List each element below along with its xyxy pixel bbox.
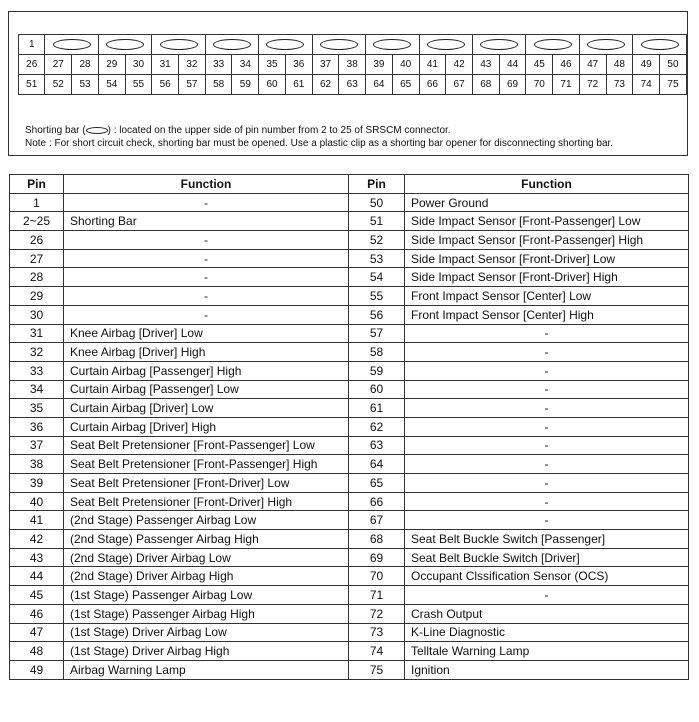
pin-number: 61 bbox=[349, 399, 405, 418]
connector-pin-cell: 62 bbox=[312, 75, 339, 95]
connector-pin-1: 1 bbox=[19, 35, 45, 55]
connector-pin-cell: 48 bbox=[606, 55, 633, 75]
connector-pin-cell: 46 bbox=[553, 55, 580, 75]
shorting-bar-oval-icon bbox=[106, 39, 144, 50]
pin-number: 67 bbox=[349, 511, 405, 530]
pin-function: (2nd Stage) Driver Airbag Low bbox=[64, 548, 349, 567]
pin-number: 55 bbox=[349, 287, 405, 306]
pin-function: Shorting Bar bbox=[64, 212, 349, 231]
pin-number: 72 bbox=[349, 604, 405, 623]
connector-pin-cell: 37 bbox=[312, 55, 339, 75]
shorting-bar-cell bbox=[259, 35, 312, 55]
table-row bbox=[10, 530, 689, 549]
pin-function: Seat Belt Buckle Switch [Passenger] bbox=[405, 530, 689, 549]
connector-pin-cell: 65 bbox=[392, 75, 419, 95]
connector-pin-cell: 44 bbox=[499, 55, 526, 75]
connector-pin-cell: 64 bbox=[366, 75, 393, 95]
pin-number: 31 bbox=[10, 324, 64, 343]
table-row bbox=[10, 623, 689, 642]
table-row bbox=[10, 604, 689, 623]
pin-number: 66 bbox=[349, 492, 405, 511]
pin-function: (2nd Stage) Driver Airbag High bbox=[64, 567, 349, 586]
pin-function: Front Impact Sensor [Center] Low bbox=[405, 287, 689, 306]
connector-pin-cell: 34 bbox=[232, 55, 259, 75]
shorting-bar-oval-icon bbox=[480, 39, 518, 50]
table-row bbox=[10, 455, 689, 474]
pin-number: 32 bbox=[10, 343, 64, 362]
pin-number: 57 bbox=[349, 324, 405, 343]
pin-number: 51 bbox=[349, 212, 405, 231]
pin-function: K-Line Diagnostic bbox=[405, 623, 689, 642]
pin-function: Seat Belt Pretensioner [Front-Passenger] Low bbox=[64, 436, 349, 455]
pin-function: Airbag Warning Lamp bbox=[64, 660, 349, 679]
pin-number: 42 bbox=[10, 530, 64, 549]
table-row bbox=[10, 511, 689, 530]
short-circuit-note: Note : For short circuit check, shorting bar must be opened. Use a plastic clip as a shorting bar opener for disconnecting shorting bar. bbox=[25, 138, 614, 149]
pin-number: 69 bbox=[349, 548, 405, 567]
pin-number: 50 bbox=[349, 193, 405, 212]
shorting-bar-oval-icon bbox=[373, 39, 411, 50]
table-row bbox=[10, 474, 689, 493]
table-row bbox=[10, 548, 689, 567]
pin-function: Telltale Warning Lamp bbox=[405, 642, 689, 661]
pin-function: Knee Airbag [Driver] Low bbox=[64, 324, 349, 343]
pin-function: (1st Stage) Passenger Airbag Low bbox=[64, 586, 349, 605]
pin-function: - bbox=[405, 343, 689, 362]
pin-number: 63 bbox=[349, 436, 405, 455]
shorting-bar-oval-icon bbox=[53, 39, 91, 50]
pin-number: 27 bbox=[10, 249, 64, 268]
pin-number: 64 bbox=[349, 455, 405, 474]
pin-function: Ignition bbox=[405, 660, 689, 679]
header-function-right: Function bbox=[405, 175, 689, 194]
pin-number: 68 bbox=[349, 530, 405, 549]
table-row bbox=[10, 249, 689, 268]
pin-function: - bbox=[405, 455, 689, 474]
pin-number: 1 bbox=[10, 193, 64, 212]
pin-function: Seat Belt Pretensioner [Front-Driver] Low bbox=[64, 474, 349, 493]
shorting-bar-cell bbox=[312, 35, 365, 55]
shorting-bar-cell bbox=[579, 35, 632, 55]
connector-pin-cell: 75 bbox=[659, 75, 686, 95]
header-function-left: Function bbox=[64, 175, 349, 194]
connector-pin-cell: 60 bbox=[259, 75, 286, 95]
connector-pin-cell: 27 bbox=[45, 55, 72, 75]
connector-pin-cell: 39 bbox=[366, 55, 393, 75]
pin-function: (1st Stage) Driver Airbag Low bbox=[64, 623, 349, 642]
connector-pin-cell: 33 bbox=[205, 55, 232, 75]
shorting-bar-cell bbox=[419, 35, 472, 55]
table-row bbox=[10, 436, 689, 455]
connector-row-shorting-bars bbox=[19, 35, 687, 55]
connector-pin-cell: 43 bbox=[472, 55, 499, 75]
connector-pin-cell: 59 bbox=[232, 75, 259, 95]
connector-pin-cell: 38 bbox=[339, 55, 366, 75]
connector-pin-cell: 70 bbox=[526, 75, 553, 95]
connector-pin-cell: 69 bbox=[499, 75, 526, 95]
pin-number: 43 bbox=[10, 548, 64, 567]
shorting-bar-oval-icon bbox=[534, 39, 572, 50]
shorting-bar-note-prefix: Shorting bar ( bbox=[25, 125, 86, 136]
pin-number: 71 bbox=[349, 586, 405, 605]
connector-pin-cell: 67 bbox=[446, 75, 473, 95]
pin-function: - bbox=[405, 474, 689, 493]
table-row bbox=[10, 642, 689, 661]
connector-pin-cell: 47 bbox=[579, 55, 606, 75]
pin-function: - bbox=[405, 511, 689, 530]
shorting-bar-oval-icon bbox=[213, 39, 251, 50]
pin-function: Seat Belt Buckle Switch [Driver] bbox=[405, 548, 689, 567]
pin-function: Curtain Airbag [Driver] Low bbox=[64, 399, 349, 418]
shorting-bar-cell bbox=[152, 35, 205, 55]
connector-pin-cell: 56 bbox=[152, 75, 179, 95]
pin-number: 52 bbox=[349, 231, 405, 250]
connector-pin-cell: 40 bbox=[392, 55, 419, 75]
pin-number: 73 bbox=[349, 623, 405, 642]
pin-number: 53 bbox=[349, 249, 405, 268]
connector-pin-cell: 61 bbox=[285, 75, 312, 95]
pin-function: Power Ground bbox=[405, 193, 689, 212]
table-row bbox=[10, 212, 689, 231]
pin-function: Knee Airbag [Driver] High bbox=[64, 343, 349, 362]
shorting-bar-oval-icon bbox=[266, 39, 304, 50]
table-row bbox=[10, 324, 689, 343]
connector-pin-cell: 72 bbox=[579, 75, 606, 95]
pin-function: Side Impact Sensor [Front-Passenger] Low bbox=[405, 212, 689, 231]
connector-pin-cell: 26 bbox=[19, 55, 45, 75]
pin-function: - bbox=[64, 287, 349, 306]
connector-diagram bbox=[8, 11, 688, 156]
connector-pin-cell: 71 bbox=[553, 75, 580, 95]
pin-number: 59 bbox=[349, 361, 405, 380]
connector-pin-cell: 42 bbox=[446, 55, 473, 75]
pin-number: 39 bbox=[10, 474, 64, 493]
shorting-bar-cell bbox=[45, 35, 98, 55]
table-row bbox=[10, 193, 689, 212]
connector-pin-cell: 32 bbox=[179, 55, 206, 75]
shorting-bar-oval-icon bbox=[427, 39, 465, 50]
connector-row-pins-26-50 bbox=[19, 55, 687, 75]
pin-function: - bbox=[405, 492, 689, 511]
connector-pin-cell: 52 bbox=[45, 75, 72, 95]
connector-pin-cell: 68 bbox=[472, 75, 499, 95]
connector-pin-cell: 36 bbox=[285, 55, 312, 75]
shorting-bar-oval-icon bbox=[320, 39, 358, 50]
connector-pin-cell: 53 bbox=[72, 75, 99, 95]
pin-number: 37 bbox=[10, 436, 64, 455]
table-row bbox=[10, 361, 689, 380]
pin-function: Seat Belt Pretensioner [Front-Passenger] High bbox=[64, 455, 349, 474]
pin-number: 49 bbox=[10, 660, 64, 679]
pin-function: Front Impact Sensor [Center] High bbox=[405, 305, 689, 324]
pin-function: - bbox=[64, 268, 349, 287]
connector-pin-cell: 41 bbox=[419, 55, 446, 75]
pin-number: 44 bbox=[10, 567, 64, 586]
shorting-bar-cell bbox=[366, 35, 419, 55]
pin-number: 40 bbox=[10, 492, 64, 511]
table-row bbox=[10, 660, 689, 679]
pin-function: Crash Output bbox=[405, 604, 689, 623]
pin-number: 28 bbox=[10, 268, 64, 287]
connector-pin-cell: 29 bbox=[98, 55, 125, 75]
pin-function: Occupant Clssification Sensor (OCS) bbox=[405, 567, 689, 586]
connector-pin-cell: 50 bbox=[659, 55, 686, 75]
pin-function: - bbox=[405, 417, 689, 436]
pin-function: - bbox=[64, 231, 349, 250]
pin-function: (2nd Stage) Passenger Airbag Low bbox=[64, 511, 349, 530]
table-row bbox=[10, 287, 689, 306]
connector-pin-cell: 30 bbox=[125, 55, 152, 75]
pin-number: 38 bbox=[10, 455, 64, 474]
shorting-bar-cell bbox=[633, 35, 687, 55]
pin-function: - bbox=[405, 399, 689, 418]
pin-function: Curtain Airbag [Driver] High bbox=[64, 417, 349, 436]
pin-number: 75 bbox=[349, 660, 405, 679]
connector-pin-cell: 28 bbox=[72, 55, 99, 75]
pin-function: Side Impact Sensor [Front-Driver] Low bbox=[405, 249, 689, 268]
pin-function: (1st Stage) Passenger Airbag High bbox=[64, 604, 349, 623]
pin-function: - bbox=[405, 586, 689, 605]
table-row bbox=[10, 231, 689, 250]
table-row bbox=[10, 492, 689, 511]
shorting-bar-cell bbox=[472, 35, 525, 55]
pin-function: Side Impact Sensor [Front-Passenger] High bbox=[405, 231, 689, 250]
connector-pin-cell: 57 bbox=[179, 75, 206, 95]
pin-number: 58 bbox=[349, 343, 405, 362]
table-row bbox=[10, 268, 689, 287]
pin-function: - bbox=[405, 361, 689, 380]
pin-number: 62 bbox=[349, 417, 405, 436]
shorting-bar-note bbox=[25, 125, 451, 136]
pin-function: (1st Stage) Driver Airbag High bbox=[64, 642, 349, 661]
pin-number: 47 bbox=[10, 623, 64, 642]
connector-pin-cell: 35 bbox=[259, 55, 286, 75]
table-row bbox=[10, 417, 689, 436]
connector-pin-cell: 31 bbox=[152, 55, 179, 75]
pin-number: 74 bbox=[349, 642, 405, 661]
pin-function: Side Impact Sensor [Front-Driver] High bbox=[405, 268, 689, 287]
table-row bbox=[10, 305, 689, 324]
header-pin-left: Pin bbox=[10, 175, 64, 194]
connector-pin-grid bbox=[18, 34, 687, 95]
connector-row-pins-51-75 bbox=[19, 75, 687, 95]
pin-function: Curtain Airbag [Passenger] Low bbox=[64, 380, 349, 399]
table-row bbox=[10, 399, 689, 418]
table-row bbox=[10, 567, 689, 586]
pin-number: 36 bbox=[10, 417, 64, 436]
pin-number: 26 bbox=[10, 231, 64, 250]
pin-function: - bbox=[64, 305, 349, 324]
connector-pin-cell: 58 bbox=[205, 75, 232, 95]
connector-pin-cell: 55 bbox=[125, 75, 152, 95]
header-pin-right: Pin bbox=[349, 175, 405, 194]
pin-function-table bbox=[9, 174, 689, 680]
pin-function: Seat Belt Pretensioner [Front-Driver] High bbox=[64, 492, 349, 511]
pin-function: - bbox=[405, 436, 689, 455]
pin-number: 41 bbox=[10, 511, 64, 530]
pin-number: 56 bbox=[349, 305, 405, 324]
pin-number: 45 bbox=[10, 586, 64, 605]
connector-pin-cell: 63 bbox=[339, 75, 366, 95]
connector-pin-cell: 51 bbox=[19, 75, 45, 95]
connector-pin-cell: 49 bbox=[633, 55, 660, 75]
pin-function: (2nd Stage) Passenger Airbag High bbox=[64, 530, 349, 549]
shorting-bar-oval-icon bbox=[641, 39, 679, 50]
shorting-bar-note-suffix: ) : located on the upper side of pin number from 2 to 25 of SRSCM connector. bbox=[107, 125, 451, 136]
pin-table-body bbox=[10, 193, 689, 679]
shorting-bar-oval-icon bbox=[587, 39, 625, 50]
pin-number: 2~25 bbox=[10, 212, 64, 231]
connector-pin-cell: 45 bbox=[526, 55, 553, 75]
pin-number: 33 bbox=[10, 361, 64, 380]
pin-number: 30 bbox=[10, 305, 64, 324]
connector-pin-cell: 73 bbox=[606, 75, 633, 95]
pin-number: 70 bbox=[349, 567, 405, 586]
shorting-bar-cell bbox=[205, 35, 258, 55]
pin-number: 29 bbox=[10, 287, 64, 306]
table-row bbox=[10, 586, 689, 605]
pin-function: Curtain Airbag [Passenger] High bbox=[64, 361, 349, 380]
connector-pin-cell: 54 bbox=[98, 75, 125, 95]
table-row bbox=[10, 380, 689, 399]
connector-pin-cell: 66 bbox=[419, 75, 446, 95]
shorting-bar-symbol-icon bbox=[86, 127, 108, 134]
pin-function: - bbox=[64, 249, 349, 268]
table-row bbox=[10, 343, 689, 362]
pin-number: 34 bbox=[10, 380, 64, 399]
pin-function: - bbox=[405, 380, 689, 399]
pin-number: 54 bbox=[349, 268, 405, 287]
shorting-bar-oval-icon bbox=[160, 39, 198, 50]
table-header-row bbox=[10, 175, 689, 194]
shorting-bar-cell bbox=[526, 35, 579, 55]
pin-number: 35 bbox=[10, 399, 64, 418]
pin-function: - bbox=[64, 193, 349, 212]
pin-number: 65 bbox=[349, 474, 405, 493]
shorting-bar-cell bbox=[98, 35, 151, 55]
pin-number: 60 bbox=[349, 380, 405, 399]
connector-pin-cell: 74 bbox=[633, 75, 660, 95]
pin-number: 46 bbox=[10, 604, 64, 623]
pin-function: - bbox=[405, 324, 689, 343]
pin-number: 48 bbox=[10, 642, 64, 661]
